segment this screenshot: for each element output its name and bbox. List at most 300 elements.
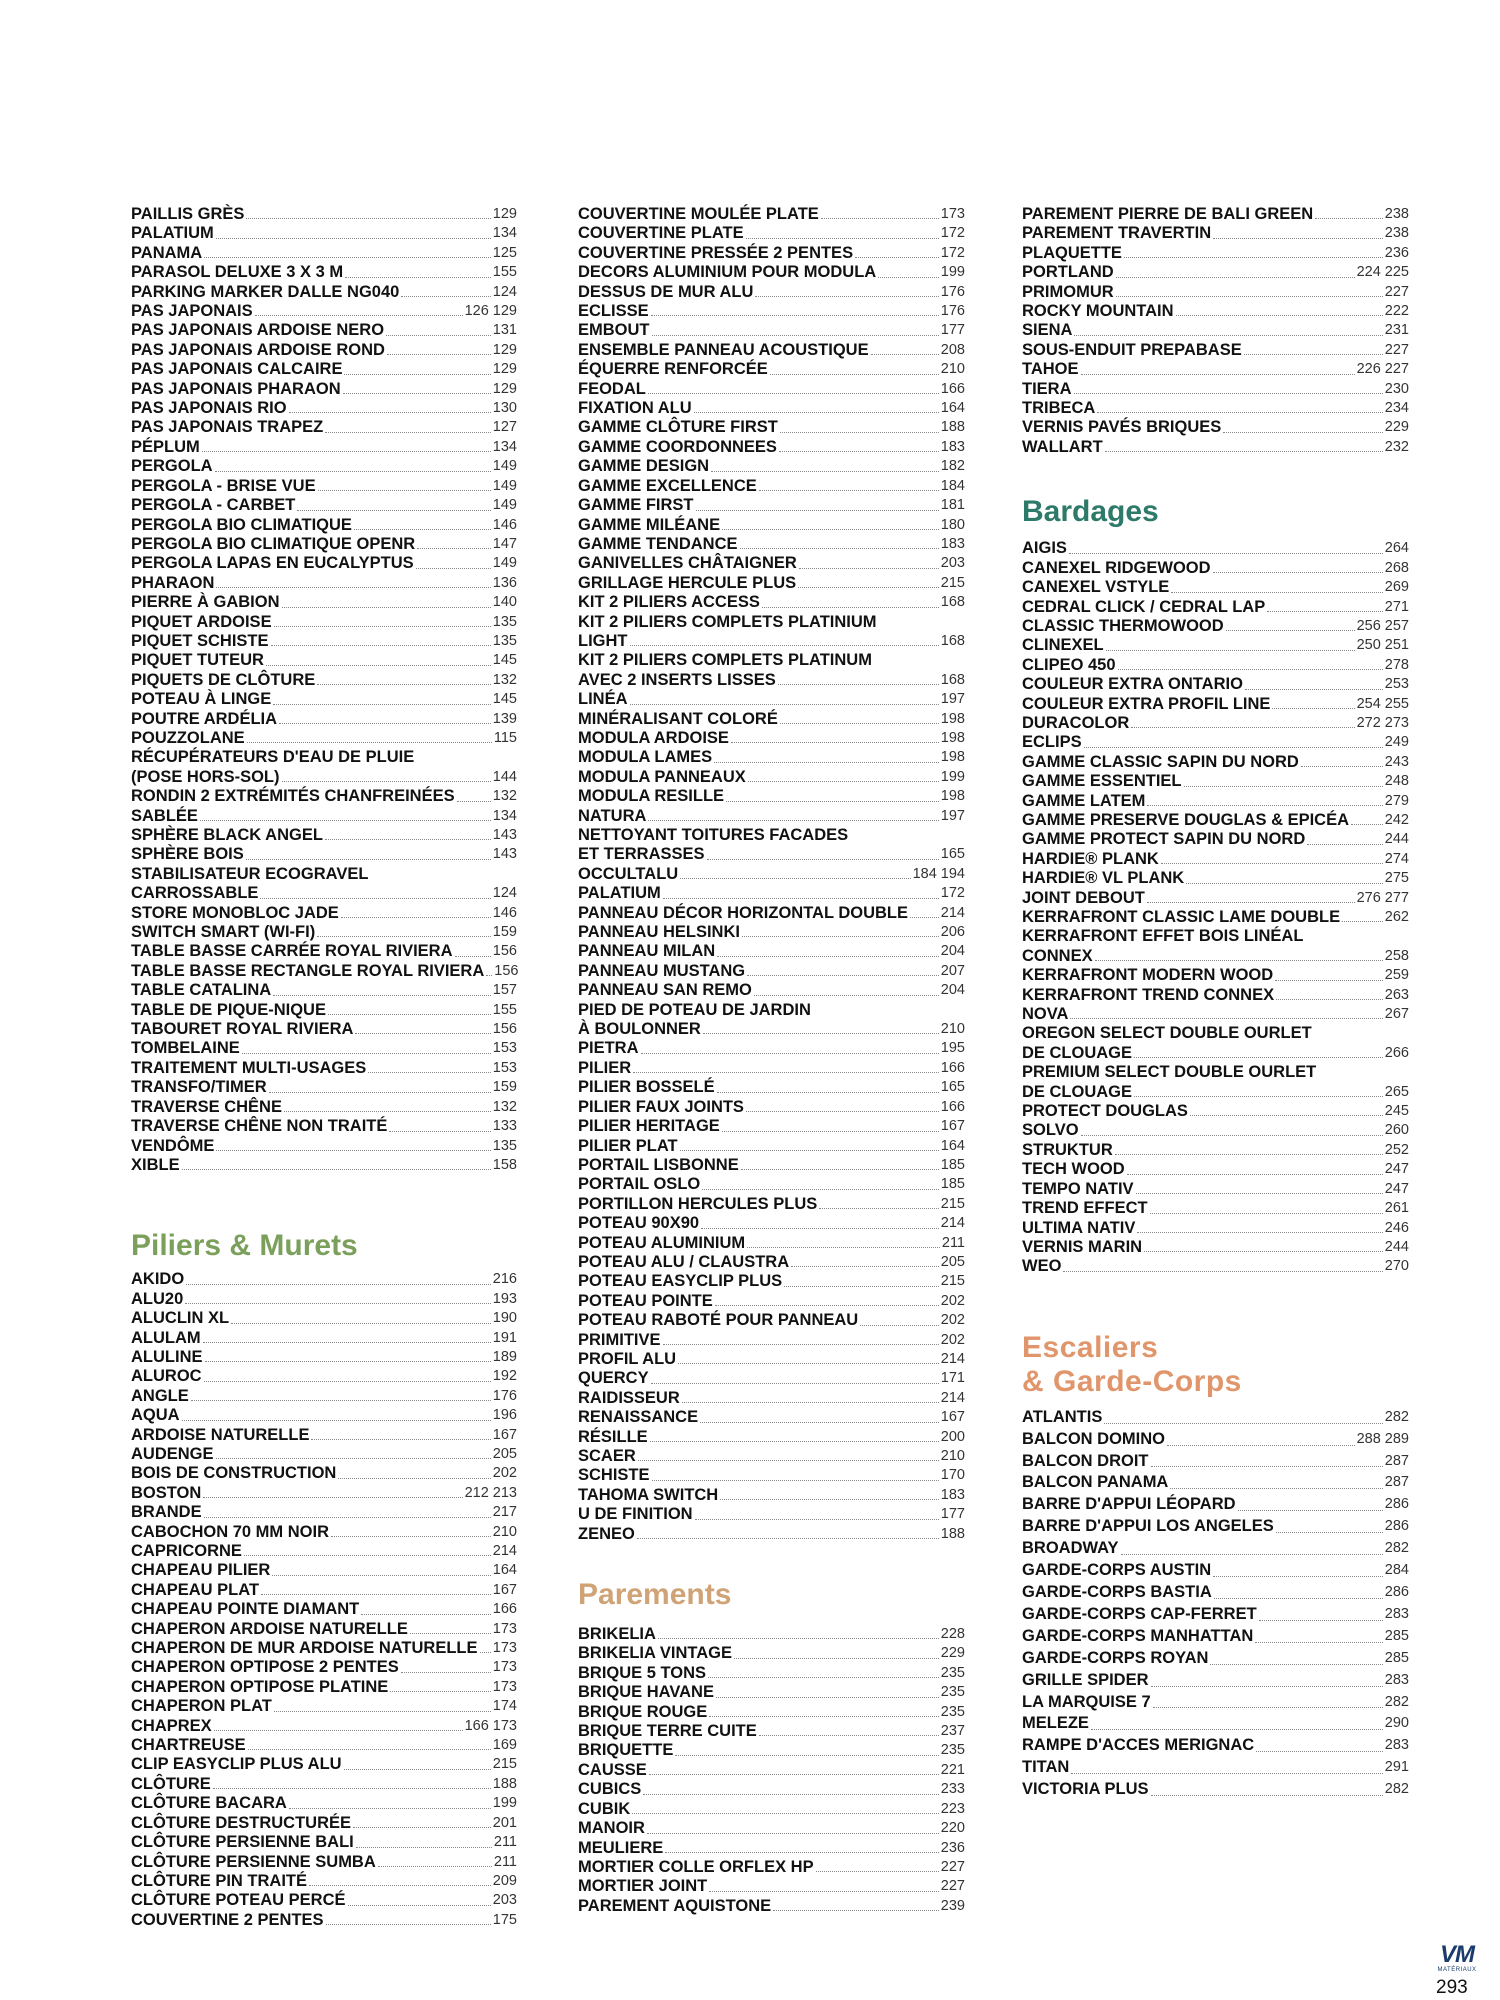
entry-pages: 278 [1384, 656, 1409, 673]
dot-leader [726, 801, 939, 802]
dot-leader [338, 1478, 490, 1479]
index-entry [578, 904, 965, 923]
dot-leader [816, 1871, 939, 1872]
entry-name-continued: (POSE HORS-SOL) [131, 767, 280, 786]
entry-name: MELEZE [1022, 1714, 1089, 1733]
entry-pages: 166 [940, 380, 965, 397]
entry-name: PERGOLA LAPAS EN EUCALYPTUS [131, 554, 414, 573]
entry-pages: 153 [492, 1040, 517, 1057]
index-entry [1022, 636, 1409, 655]
entry-pages: 283 [1384, 1605, 1409, 1622]
entry-name: PERGOLA BIO CLIMATIQUE OPENR [131, 534, 416, 553]
index-entry [578, 1078, 965, 1097]
entry-name: CHAPERON OPTIPOSE 2 PENTES [131, 1658, 399, 1677]
index-entry [1022, 850, 1409, 869]
index-entry [131, 283, 517, 302]
dot-leader [1255, 1642, 1383, 1643]
dot-leader [633, 1072, 939, 1073]
entry-line2 [578, 671, 965, 690]
dot-leader [717, 1092, 939, 1093]
dot-leader [748, 781, 939, 782]
dot-leader [1275, 980, 1383, 981]
entry-name: RENAISSANCE [578, 1408, 699, 1427]
dot-leader [780, 432, 939, 433]
index-entry [1022, 753, 1409, 772]
dot-leader [348, 1905, 491, 1906]
dot-leader [680, 878, 910, 879]
entry-pages: 183 [940, 438, 965, 455]
index-entry [578, 380, 965, 399]
dot-leader [203, 1497, 462, 1498]
entry-pages: 215 [492, 1756, 517, 1773]
index-entry [131, 535, 517, 554]
index-entry [1022, 578, 1409, 597]
dot-leader [652, 1480, 939, 1481]
entry-name: PILIER FAUX JOINTS [578, 1097, 744, 1116]
entry-name: GANIVELLES CHÂTAIGNER [578, 554, 797, 573]
entry-name-continued: AVEC 2 INSERTS LISSES [578, 670, 776, 689]
entry-name: PIETRA [578, 1039, 639, 1058]
entry-pages: 228 [940, 1626, 965, 1643]
index-entry [1022, 1713, 1409, 1735]
entry-pages: 204 [940, 943, 965, 960]
dot-leader [368, 1072, 491, 1073]
entry-pages: 286 [1384, 1518, 1409, 1535]
entry-name: ALU20 [131, 1289, 184, 1308]
entry-name: CEDRAL CLICK / CEDRAL LAP [1022, 597, 1266, 616]
vm-materiaux-logo [1432, 1941, 1482, 1974]
index-entry [578, 768, 965, 787]
index-entry [131, 457, 517, 476]
index-entry [131, 1678, 517, 1697]
entry-pages: 168 [940, 594, 965, 611]
entry-pages: 217 [492, 1504, 517, 1521]
dot-leader [387, 354, 491, 355]
dot-leader [703, 1033, 939, 1034]
entry-pages: 198 [940, 749, 965, 766]
index-entry [131, 380, 517, 399]
entry-pages: 173 [940, 206, 965, 222]
index-entry [131, 1137, 517, 1156]
entry-name: CLINEXEL [1022, 636, 1104, 655]
index-entry [131, 1853, 517, 1872]
dot-leader [720, 1499, 939, 1500]
dot-leader [1104, 1423, 1382, 1424]
entry-pages: 258 [1384, 947, 1409, 964]
entry-name: PAS JAPONAIS TRAPEZ [131, 418, 324, 437]
entry-name: ARDOISE NATURELLE [131, 1425, 310, 1444]
index-entry [578, 360, 965, 379]
entry-name: ECLISSE [578, 302, 649, 321]
index-entry [578, 535, 965, 554]
dot-leader [658, 1638, 939, 1639]
entry-pages: 221 [940, 1761, 965, 1778]
index-entry [131, 1329, 517, 1348]
dot-leader [1213, 1576, 1383, 1577]
dot-leader [274, 1711, 491, 1712]
entry-pages: 173 [492, 1620, 517, 1637]
index-entry [1022, 869, 1409, 888]
index-entry [578, 884, 965, 903]
index-entry [1022, 438, 1409, 457]
entry-name: PARKING MARKER DALLE NG040 [131, 282, 400, 301]
index-entry [131, 1639, 517, 1658]
index-entry [1022, 908, 1409, 927]
logo-subtext: MATÉRIAUX [1437, 1967, 1477, 1973]
dot-leader [663, 898, 939, 899]
entry-pages: 149 [492, 477, 517, 494]
dot-leader [331, 1536, 491, 1537]
entry-name: ULTIMA NATIV [1022, 1218, 1136, 1237]
index-entry [1022, 1160, 1409, 1179]
entry-pages: 215 [940, 1273, 965, 1290]
dot-leader [715, 1305, 939, 1306]
entry-pages: 263 [1384, 986, 1409, 1003]
dot-leader [709, 1716, 939, 1717]
index-entry [131, 632, 517, 651]
entry-pages: 205 [940, 1253, 965, 1270]
entry-name: PROFIL ALU [578, 1349, 677, 1368]
entry-name: STORE MONOBLOC JADE [131, 903, 339, 922]
dot-leader [345, 277, 491, 278]
entry-line2 [578, 632, 965, 651]
entry-pages: 132 [492, 1098, 517, 1115]
dot-leader [416, 568, 491, 569]
entry-pages: 290 [1384, 1715, 1409, 1732]
entry-name: KIT 2 PILIERS COMPLETS PLATINIUM [578, 612, 877, 631]
dot-leader [678, 1363, 939, 1364]
index-entry [578, 263, 965, 282]
index-entry [1022, 1757, 1409, 1779]
dot-leader [695, 1519, 939, 1520]
entry-name: PILIER BOSSELÉ [578, 1078, 715, 1097]
dot-leader [675, 1755, 938, 1756]
entry-pages: 167 [492, 1426, 517, 1443]
dot-leader [700, 1422, 939, 1423]
entry-name: COUVERTINE PLATE [578, 224, 744, 243]
index-entry [131, 205, 517, 224]
entry-pages: 198 [940, 710, 965, 727]
index-entry [1022, 1257, 1409, 1276]
dot-leader [711, 471, 939, 472]
index-entry [578, 1858, 965, 1877]
index-entry [578, 477, 965, 496]
entry-name: CLÔTURE BACARA [131, 1794, 287, 1813]
entry-name: MODULA LAMES [578, 748, 713, 767]
dot-leader [401, 296, 490, 297]
index-entry [578, 710, 965, 729]
dot-leader [214, 1730, 463, 1731]
dot-leader [696, 510, 939, 511]
entry-pages: 215 [940, 574, 965, 591]
index-entry [1022, 733, 1409, 752]
dot-leader [279, 723, 491, 724]
dot-leader [871, 354, 939, 355]
entry-pages: 173 [492, 1659, 517, 1676]
entry-pages: 159 [492, 1079, 517, 1096]
index-entry [1022, 792, 1409, 811]
entry-line2 [131, 884, 517, 903]
entry-pages: 230 [1384, 380, 1409, 397]
entry-name: BARRE D'APPUI LÉOPARD [1022, 1495, 1236, 1514]
page-number: 293 [1436, 1977, 1468, 1998]
dot-leader [1176, 315, 1383, 316]
entry-name: HARDIE® PLANK [1022, 849, 1159, 868]
index-entry [1022, 1538, 1409, 1560]
entry-pages: 203 [492, 1892, 517, 1909]
dot-leader [401, 1672, 491, 1673]
entry-pages: 147 [492, 535, 517, 552]
dot-leader [354, 529, 491, 530]
dot-leader [274, 626, 491, 627]
dot-leader [791, 1266, 939, 1267]
entry-pages: 125 [492, 244, 517, 261]
dot-leader [746, 238, 939, 239]
dot-leader [1238, 1510, 1383, 1511]
dot-leader [1342, 921, 1383, 922]
entry-pages: 203 [940, 555, 965, 572]
dot-leader [273, 704, 491, 705]
dot-leader [1147, 805, 1382, 806]
index-entry [578, 399, 965, 418]
dot-leader [747, 1247, 940, 1248]
entry-name: SCHISTE [578, 1466, 650, 1485]
entry-name: DECORS ALUMINIUM POUR MODULA [578, 263, 877, 282]
entry-pages: 195 [940, 1040, 965, 1057]
dot-leader [282, 607, 491, 608]
dot-leader [1071, 1773, 1382, 1774]
entry-pages: 157 [492, 982, 517, 999]
dot-leader [343, 393, 491, 394]
dot-leader [740, 548, 939, 549]
entry-name: PANNEAU MUSTANG [578, 961, 746, 980]
index-entry [131, 554, 517, 573]
entry-pages: 214 [492, 1543, 517, 1559]
index-entry [131, 418, 517, 437]
index-entry [1022, 1429, 1409, 1451]
index-entry [131, 360, 517, 379]
dot-leader [1106, 650, 1355, 651]
entry-pages: 149 [492, 555, 517, 572]
index-entry [1022, 1560, 1409, 1582]
dot-leader [1081, 1135, 1383, 1136]
entry-pages: 164 [940, 1137, 965, 1154]
index-entry [1022, 986, 1409, 1005]
index-entry [578, 224, 965, 243]
entry-pages: 188 [940, 1525, 965, 1542]
entry-pages: 133 [492, 1118, 517, 1135]
index-entry [131, 1406, 517, 1425]
dot-leader [1351, 824, 1383, 825]
dot-leader [717, 956, 939, 957]
entry-name: GAMME PRESERVE DOUGLAS & EPICÉA [1022, 810, 1349, 829]
entry-pages: 185 [940, 1156, 965, 1173]
entry-pages: 132 [492, 788, 517, 805]
entry-pages: 252 [1384, 1141, 1409, 1158]
entry-name: SABLÉE [131, 806, 198, 825]
entry-name: PILIER [578, 1058, 632, 1077]
index-entry [131, 1755, 517, 1774]
entry-name: CLÔTURE PERSIENNE SUMBA [131, 1852, 376, 1871]
entry-name: SIENA [1022, 321, 1073, 340]
entry-pages: 265 [1384, 1083, 1409, 1100]
entry-name: GARDE-CORPS CAP-FERRET [1022, 1604, 1257, 1623]
entry-pages: 250 251 [1356, 637, 1409, 654]
dot-leader [273, 995, 491, 996]
entry-name: TABLE BASSE RECTANGLE ROYAL RIVIERA [131, 961, 485, 980]
section-heading [1022, 1331, 1409, 1399]
entry-pages: 236 [940, 1839, 965, 1856]
entry-pages: 282 [1384, 1781, 1409, 1798]
entry-pages: 155 [492, 1001, 517, 1018]
dot-leader [185, 1303, 491, 1304]
entry-pages: 168 [940, 671, 965, 688]
entry-pages: 231 [1384, 322, 1409, 339]
entry-pages: 291 [1384, 1759, 1409, 1776]
entry-pages: 129 [492, 206, 517, 222]
entry-name-continued: DE CLOUAGE [1022, 1043, 1133, 1062]
entry-name: PALATIUM [131, 224, 214, 243]
entry-pages: 191 [492, 1329, 517, 1346]
index-entry [131, 729, 517, 748]
index-entry [1022, 1005, 1409, 1024]
entry-pages: 192 [492, 1368, 517, 1385]
entry-pages: 211 [493, 1834, 517, 1851]
entry-pages: 143 [492, 846, 517, 863]
dot-leader [630, 704, 939, 705]
dot-leader [202, 451, 491, 452]
index-entry [578, 1525, 965, 1544]
entry-name: GAMME CLÔTURE FIRST [578, 418, 778, 437]
entry-name: BRIKELIA [578, 1625, 656, 1644]
entry-name: GARDE-CORPS ROYAN [1022, 1648, 1209, 1667]
dot-leader [637, 1538, 939, 1539]
index-entry [131, 1620, 517, 1639]
dot-leader [289, 412, 491, 413]
entry-pages: 129 [492, 361, 517, 378]
dot-leader [1153, 1707, 1383, 1708]
entry-pages: 235 [940, 1742, 965, 1759]
entry-name: ALUROC [131, 1367, 202, 1386]
index-entry [131, 1309, 517, 1328]
index-entry [131, 1775, 517, 1794]
index-entry [131, 1270, 517, 1289]
entry-pages: 244 [1384, 1238, 1409, 1255]
entry-pages: 279 [1384, 792, 1409, 809]
index-entry [1022, 1199, 1409, 1218]
entry-name: MEULIERE [578, 1838, 664, 1857]
entry-name: MINÉRALISANT COLORÉ [578, 709, 778, 728]
dot-leader [855, 257, 939, 258]
index-entry [578, 1137, 965, 1156]
entry-pages: 285 [1384, 1627, 1409, 1644]
entry-pages: 184 [940, 477, 965, 494]
dot-leader [1116, 296, 1383, 297]
index-entry [1022, 1407, 1409, 1429]
dot-leader [1137, 1232, 1382, 1233]
entry-name: PERGOLA - BRISE VUE [131, 476, 316, 495]
dot-leader [1272, 708, 1354, 709]
dot-leader [389, 1131, 490, 1132]
dot-leader [325, 839, 491, 840]
entry-name: COUVERTINE 2 PENTES [131, 1910, 324, 1929]
dot-leader [1081, 374, 1355, 375]
entry-pages: 170 [940, 1467, 965, 1484]
dot-leader [204, 1381, 491, 1382]
entry-name: COUVERTINE PRESSÉE 2 PENTES [578, 243, 854, 262]
index-entry [578, 516, 965, 535]
entry-pages: 227 [940, 1878, 965, 1895]
dot-leader [641, 1053, 939, 1054]
dot-leader [317, 684, 491, 685]
entry-name: ALULAM [131, 1328, 201, 1347]
entry-name: TABOURET ROYAL RIVIERA [131, 1020, 354, 1039]
entry-name: PANNEAU HELSINKI [578, 923, 740, 942]
index-entry [578, 1644, 965, 1663]
index-entry [1022, 341, 1409, 360]
entry-pages: 188 [940, 419, 965, 436]
dot-leader [878, 277, 939, 278]
dot-leader [708, 1677, 939, 1678]
entry-name: CAPRICORNE [131, 1542, 242, 1560]
dot-leader [648, 393, 939, 394]
index-entry [578, 593, 965, 612]
dot-leader [1150, 1213, 1383, 1214]
entry-name: PIQUET ARDOISE [131, 612, 272, 631]
index-entry [1022, 1604, 1409, 1626]
entry-pages: 243 [1384, 753, 1409, 770]
index-column-3 [1022, 205, 1409, 1801]
entry-name: RAIDISSEUR [578, 1388, 680, 1407]
index-entry [578, 826, 965, 865]
index-entry [131, 1503, 517, 1522]
entry-pages: 159 [492, 924, 517, 941]
index-entry [131, 516, 517, 535]
entry-name: GRILLAGE HERCULE PLUS [578, 573, 797, 592]
index-entry [1022, 1472, 1409, 1494]
entry-name: POTEAU EASYCLIP PLUS [578, 1272, 783, 1291]
entry-name: COULEUR EXTRA PROFIL LINE [1022, 694, 1271, 713]
index-entry [578, 1741, 965, 1760]
dot-leader [356, 1847, 492, 1848]
entry-pages: 199 [940, 264, 965, 281]
dot-leader [722, 529, 939, 530]
index-entry [578, 205, 965, 224]
entry-name: MODULA RESILLE [578, 787, 725, 806]
entry-name: PIED DE POTEAU DE JARDIN [578, 1000, 811, 1019]
dot-leader [759, 490, 939, 491]
dot-leader [778, 684, 939, 685]
dot-leader [734, 1658, 939, 1659]
dot-leader [297, 510, 490, 511]
dot-leader [1259, 1620, 1383, 1621]
entry-line2 [1022, 947, 1409, 966]
index-entry [578, 1175, 965, 1194]
entry-name: MODULA ARDOISE [578, 728, 729, 747]
index-entry [131, 1600, 517, 1619]
entry-pages: 286 [1384, 1583, 1409, 1600]
dot-leader [1190, 1115, 1383, 1116]
index-entry [578, 418, 965, 437]
dot-leader [289, 1808, 491, 1809]
index-entry [1022, 1735, 1409, 1757]
index-entry [131, 1523, 517, 1542]
entry-pages: 134 [492, 438, 517, 455]
index-entry [578, 341, 965, 360]
section-heading-text-line2: & Garde-Corps [1022, 1364, 1242, 1398]
index-entry [578, 1292, 965, 1311]
dot-leader [707, 859, 939, 860]
